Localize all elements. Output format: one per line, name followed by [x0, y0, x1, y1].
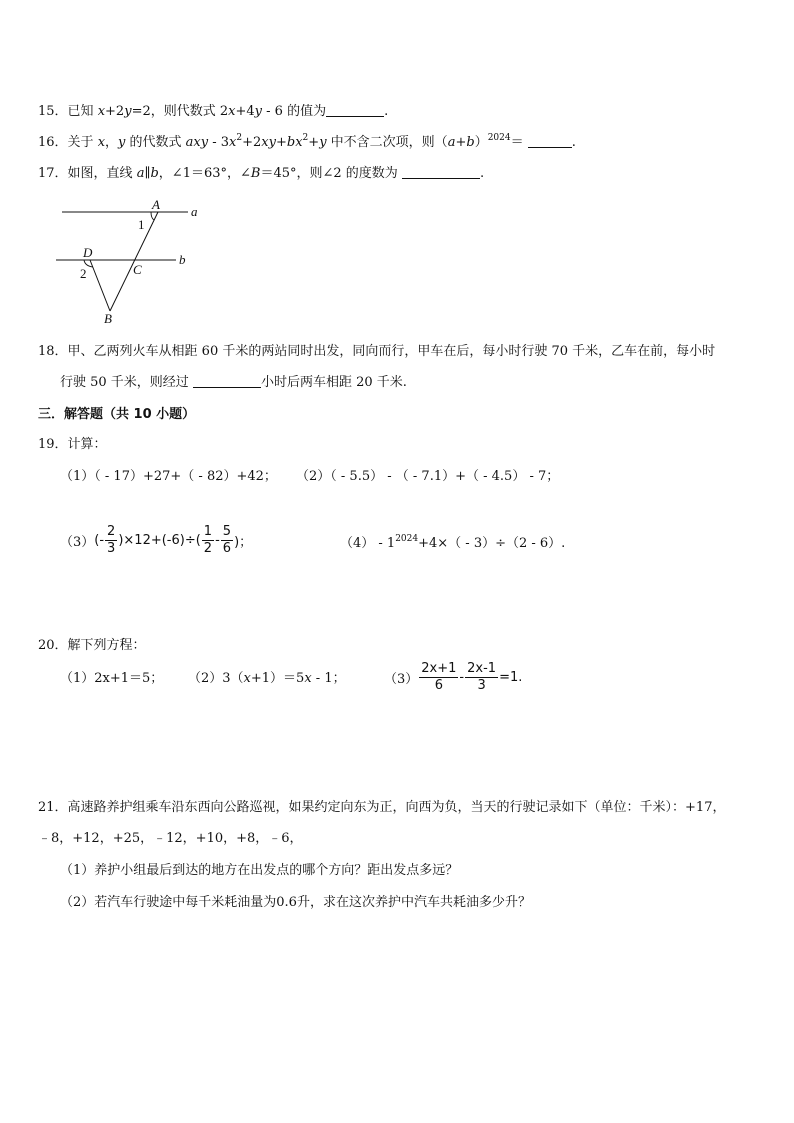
answer-blank-18[interactable]: [193, 374, 261, 388]
label-a: a: [191, 204, 198, 219]
answer-blank-17[interactable]: [402, 165, 480, 179]
question-18: 18．甲、乙两列火车从相距 60 千米的两站同时出发，同向而行，甲车在后，每小时行驶 70 千米，乙车在前，每小时: [38, 344, 716, 359]
q21-part-2: （2）若汽车行驶途中每千米耗油量为0.6升，求在这次养护中汽车共耗油多少升？: [60, 895, 531, 910]
fraction-2-3: $\frac{2}{3}$: [107, 524, 116, 556]
question-17: 17．如图，直线 a∥b，∠1＝63°，∠B＝45°，则∠2 的度数为 .: [38, 166, 485, 181]
answer-blank-15[interactable]: [326, 103, 384, 117]
question-15: 15．已知 x+2y=2，则代数式 2x+4y - 6 的值为 .: [38, 104, 389, 119]
answer-blank-16[interactable]: [528, 134, 572, 148]
fraction-1-2: $\frac{1}{2}$: [203, 524, 213, 556]
label-A: A: [152, 197, 160, 212]
question-18-line2: 行驶 50 千米，则经过 小时后两车相距 20 千米.: [60, 375, 407, 390]
section-heading: 三．解答题（共 10 小题）: [38, 407, 196, 422]
question-19-title: 19．计算：: [38, 437, 107, 452]
label-2: 2: [80, 266, 87, 281]
q19-part-2: （2）（ - 5.5） - （ - 7.1）+（ - 4.5） - 7；: [296, 469, 560, 484]
q19-part-1: （1）（ - 17）+27+（ - 82）+42；: [60, 469, 277, 484]
q20-part-3: （3） $\frac{2x+1}{6}$ - $\frac{2x-1}{3}$ =1.: [384, 661, 523, 693]
fraction-5-6: $\frac{5}{6}$: [222, 524, 232, 556]
geometry-figure: [50, 196, 210, 326]
fraction-2x-minus-1-over-3: $\frac{2x-1}{3}$: [467, 661, 497, 693]
angle-1-arc: [151, 212, 154, 220]
q20-part-1: （1）2x+1＝5；: [60, 671, 164, 686]
q21-part-1: （1）养护小组最后到达的地方在出发点的哪个方向？距出发点多远？: [60, 863, 459, 878]
label-b: b: [179, 252, 186, 267]
label-D: D: [83, 245, 93, 260]
segment-DB: [90, 260, 110, 311]
question-20-title: 20．解下列方程：: [38, 638, 146, 653]
question-16: 16．关于 x，y 的代数式 axy - $3x^2+2xy+bx^2+y$ 中不含二次项，则$(a+b)^{2024}=$ .: [38, 133, 576, 150]
label-C: C: [133, 262, 142, 277]
question-21: 21．高速路养护组乘车沿东西向公路巡视，如果约定向东为正，向西为负，当天的行驶记录如下（单位：千米）：+17，: [38, 800, 726, 815]
label-1: 1: [138, 217, 145, 232]
q19-part-3: （3） (- $\frac{2}{3}$ )×12+(-6)÷( $\frac{1}{2}$ - $\frac{5}{6}$ )；: [60, 524, 253, 556]
question-21-line2: ﹣8，+12，+25，﹣12，+10，+8，﹣6，: [38, 831, 303, 846]
q20-part-2: （2）3（x+1）＝5x - 1；: [188, 671, 346, 686]
fraction-2x-plus-1-over-6: $\frac{2x+1}{6}$: [421, 661, 457, 693]
q19-part-4: $(4) - 1^{2024}+4\times( - 3)\div(2 - 6)$.: [340, 534, 566, 551]
label-B: B: [104, 311, 112, 326]
